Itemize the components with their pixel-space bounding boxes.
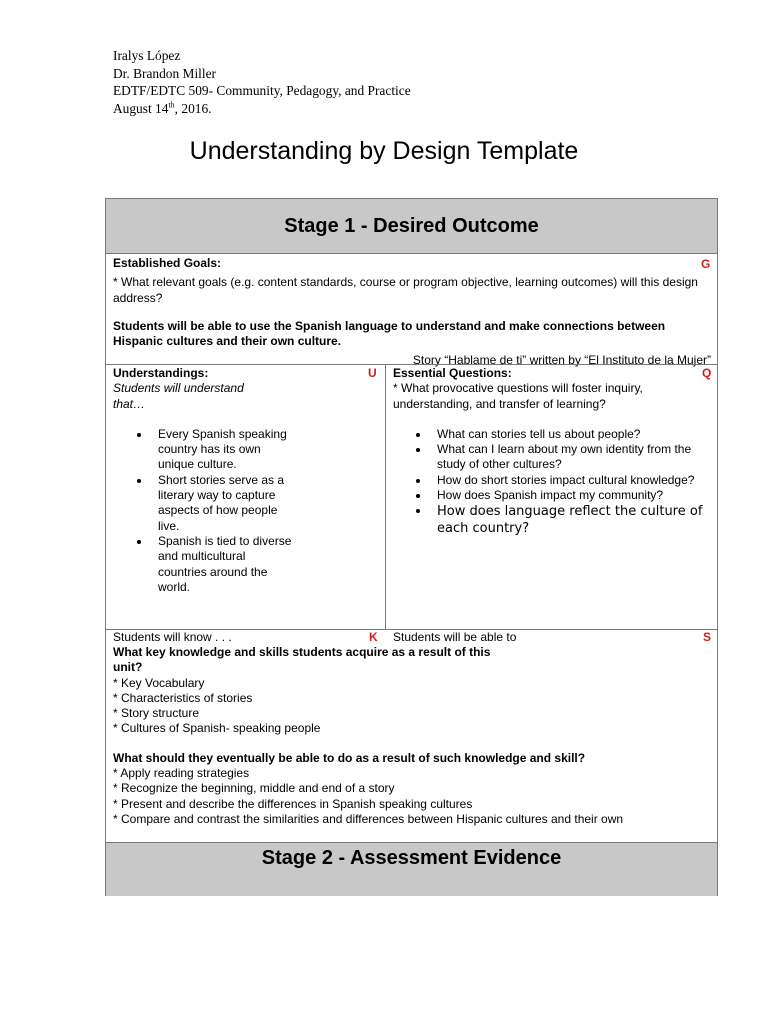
- story-reference: Story “Hablame de ti” written by “El Instituto de la Mujer”: [412, 353, 711, 368]
- goals-label: Established Goals:: [113, 256, 222, 270]
- knowledge-question: What key knowledge and skills students acquire as a result of this unit?: [113, 645, 491, 675]
- ubd-table: [105, 198, 718, 896]
- knowledge-label: Students will know . . .: [113, 630, 232, 644]
- questions-letter: Q: [702, 366, 712, 380]
- questions-label: Essential Questions:: [393, 366, 512, 380]
- skill-item: * Apply reading strategies: [113, 766, 250, 781]
- goals-answer: Students will be able to use the Spanish language to understand and make connections between Hispanic cultures and their own culture.: [113, 318, 666, 349]
- course-name: EDTF/EDTC 509- Community, Pedagogy, and Practice: [113, 83, 411, 99]
- knowledge-item: * Story structure: [113, 706, 200, 721]
- stage1-heading: Stage 1 - Desired Outcome: [106, 199, 717, 254]
- skills-letter: S: [703, 630, 712, 644]
- skill-item: * Present and describe the differences in Spanish speaking cultures: [113, 796, 473, 811]
- goals-cell: [113, 256, 713, 369]
- knowledge-item: * Cultures of Spanish- speaking people: [113, 721, 321, 736]
- understandings-letter: U: [368, 366, 377, 380]
- skill-item: * Compare and contrast the similarities and differences between Hispanic cultures and their own: [113, 811, 624, 826]
- list-item: How do short stories impact cultural knowledge?: [437, 473, 713, 488]
- list-item: What can stories tell us about people?: [437, 427, 713, 442]
- list-item: Every Spanish speaking country has its own unique culture.: [158, 427, 293, 473]
- author-name: Iralys López: [113, 48, 181, 63]
- questions-prompt: * What provocative questions will foster inquiry, understanding, and transfer of learning?: [393, 381, 643, 411]
- knowledge-item: * Key Vocabulary: [113, 675, 205, 690]
- document-header: [113, 47, 411, 117]
- stage2-heading: Stage 2 - Assessment Evidence: [106, 842, 717, 896]
- list-item: Spanish is tied to diverse and multicultural countries around the world.: [158, 533, 292, 594]
- skills-question: What should they eventually be able to do as a result of such knowledge and skill?: [113, 750, 586, 765]
- goals-letter: G: [701, 257, 711, 271]
- skills-label: Students will be able to: [393, 630, 517, 644]
- understandings-label: Understandings:: [113, 366, 209, 380]
- knowledge-item: * Characteristics of stories: [113, 690, 253, 705]
- divider: [385, 364, 386, 629]
- skill-item: * Recognize the beginning, middle and end of a story: [113, 781, 395, 796]
- divider: [106, 364, 717, 365]
- document-date: August 14th, 2016.: [113, 100, 212, 116]
- understandings-list: [158, 427, 293, 595]
- understandings-cell: [113, 366, 378, 595]
- goals-prompt: * What relevant goals (e.g. content standards, course or program objective, learning outcomes) will this design address?: [113, 275, 698, 305]
- list-item: What can I learn about my own identity from the study of other cultures?: [437, 442, 713, 473]
- knowledge-letter: K: [369, 630, 378, 644]
- questions-cell: [393, 366, 711, 537]
- understandings-prompt-1: Students will understand: [113, 381, 244, 396]
- list-item: How does language reflect the culture of each country?: [437, 503, 713, 537]
- understandings-prompt-2: that…: [113, 396, 146, 411]
- list-item: Short stories serve as a literary way to capture aspects of how people live.: [158, 473, 293, 534]
- instructor-name: Dr. Brandon Miller: [113, 65, 217, 81]
- knowledge-cell: [113, 645, 713, 827]
- document-title: Understanding by Design Template: [189, 137, 579, 165]
- list-item: How does Spanish impact my community?: [437, 488, 713, 503]
- questions-list: [437, 427, 713, 537]
